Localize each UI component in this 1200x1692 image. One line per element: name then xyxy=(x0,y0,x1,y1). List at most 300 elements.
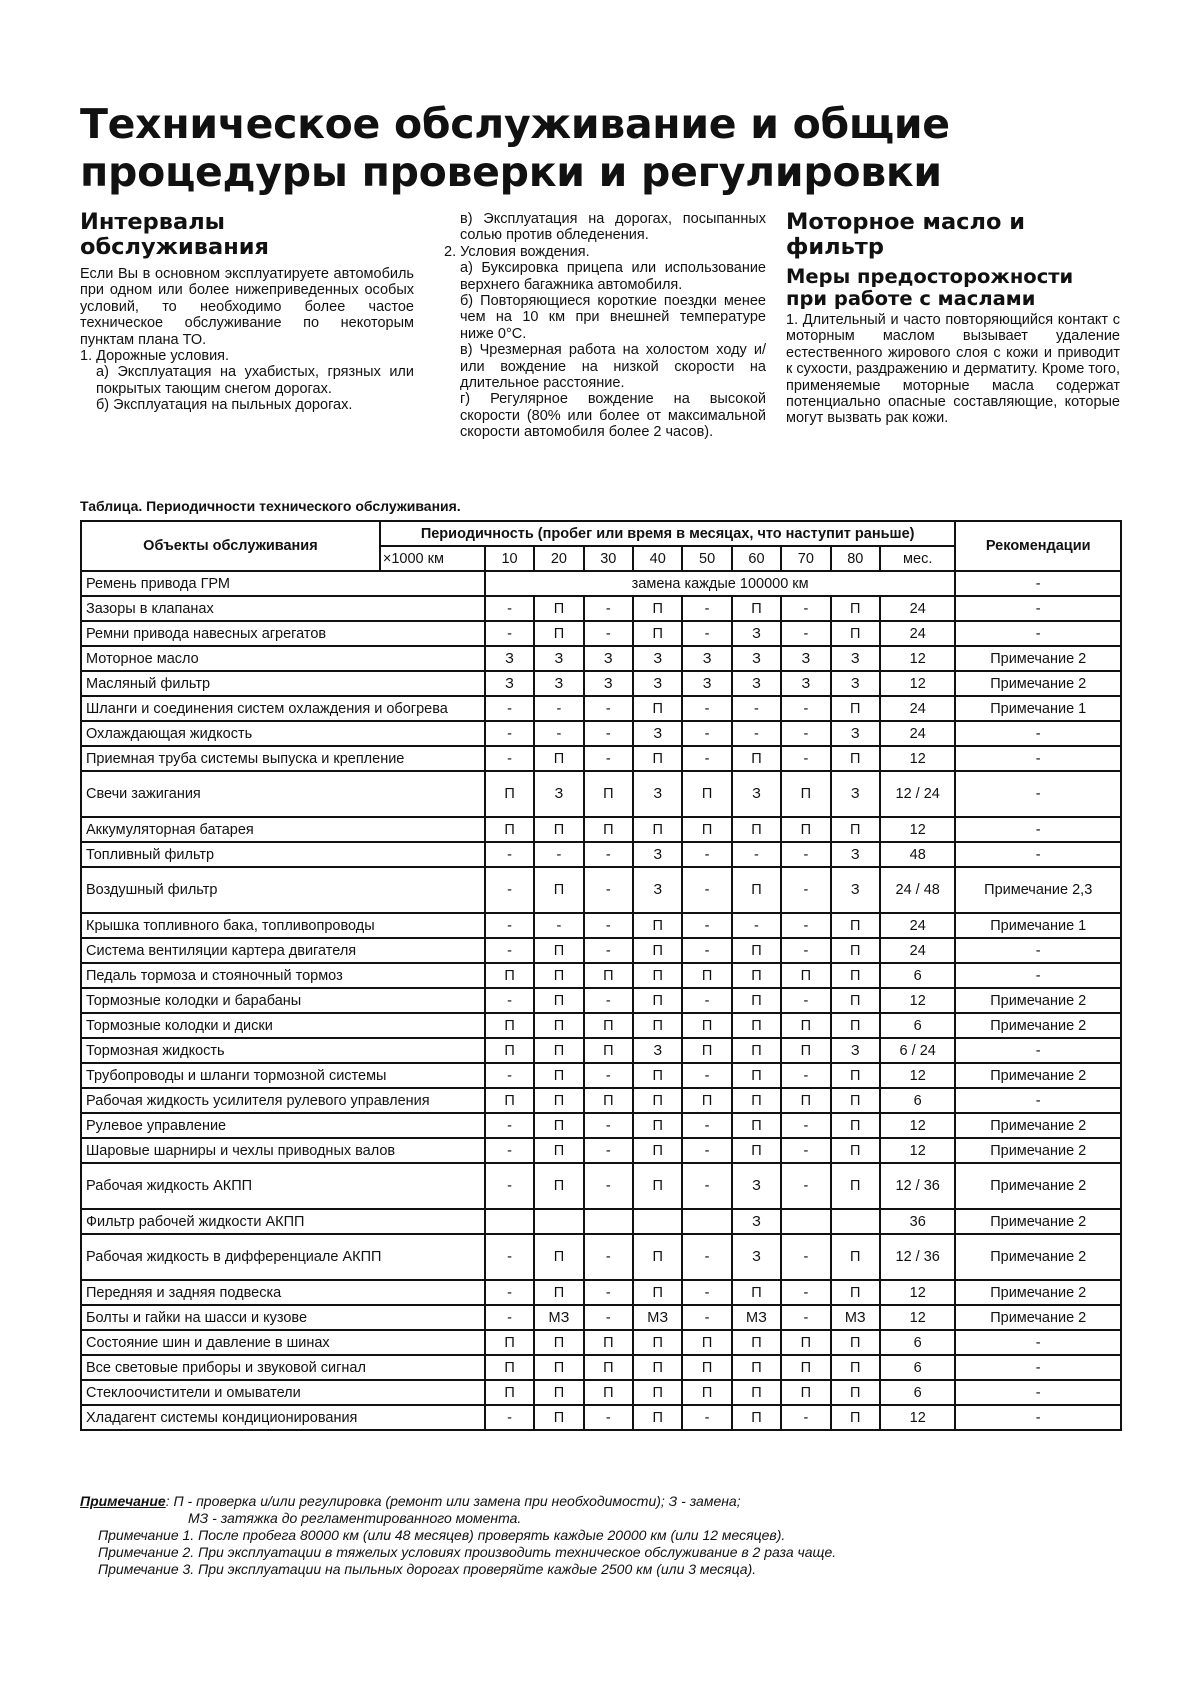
interval-cell: - xyxy=(682,867,731,913)
interval-cell: П xyxy=(485,1038,534,1063)
interval-cell: МЗ xyxy=(732,1305,781,1330)
interval-cell: З xyxy=(831,671,880,696)
interval-cell: П xyxy=(534,1405,583,1430)
interval-cell: П xyxy=(781,963,830,988)
interval-cell xyxy=(682,1209,731,1234)
interval-cell: - xyxy=(781,721,830,746)
interval-cell: П xyxy=(633,1088,682,1113)
months-cell: 6 xyxy=(880,1013,955,1038)
months-cell: 12 xyxy=(880,1063,955,1088)
interval-cell: - xyxy=(584,696,633,721)
months-cell: 6 xyxy=(880,963,955,988)
interval-cell: П xyxy=(831,1088,880,1113)
recommendation-cell: Примечание 2 xyxy=(955,1113,1121,1138)
intervals-intro: Если Вы в основном эксплуатируете автомобиль при одном или более нижеприведенных особых условий, то необходимо более частое техническое обслуживание по некоторым пунктам плана ТО. xyxy=(80,266,414,348)
interval-cell: П xyxy=(831,596,880,621)
interval-cell: П xyxy=(732,1063,781,1088)
interval-cell: П xyxy=(831,1063,880,1088)
recommendation-cell: Примечание 2,3 xyxy=(955,867,1121,913)
table-row xyxy=(81,1163,1121,1209)
recommendation-cell: - xyxy=(955,721,1121,746)
item-name: Рабочая жидкость усилителя рулевого управления xyxy=(81,1088,485,1113)
item-name: Система вентиляции картера двигателя xyxy=(81,938,485,963)
months-cell: 12 xyxy=(880,746,955,771)
table-row xyxy=(81,1305,1121,1330)
interval-cell: - xyxy=(682,988,731,1013)
interval-cell: - xyxy=(485,913,534,938)
interval-cell: - xyxy=(534,696,583,721)
months-cell: 12 xyxy=(880,988,955,1013)
interval-cell: - xyxy=(781,842,830,867)
interval-cell: П xyxy=(831,988,880,1013)
interval-cell: П xyxy=(781,817,830,842)
interval-cell: П xyxy=(831,746,880,771)
interval-cell: П xyxy=(534,1355,583,1380)
table-row xyxy=(81,1209,1121,1234)
recommendation-cell: - xyxy=(955,1405,1121,1430)
interval-cell: П xyxy=(682,1088,731,1113)
interval-cell: П xyxy=(831,963,880,988)
interval-cell: З xyxy=(831,842,880,867)
item-name: Аккумуляторная батарея xyxy=(81,817,485,842)
interval-cell: П xyxy=(732,1330,781,1355)
item-name: Стеклоочистители и омыватели xyxy=(81,1380,485,1405)
interval-cell: П xyxy=(732,988,781,1013)
interval-cell: - xyxy=(781,1113,830,1138)
interval-cell: П xyxy=(633,817,682,842)
interval-cell: З xyxy=(732,1234,781,1280)
interval-cell: - xyxy=(682,842,731,867)
interval-cell xyxy=(831,1209,880,1234)
interval-cell: З xyxy=(633,721,682,746)
recommendation-cell: Примечание 2 xyxy=(955,1063,1121,1088)
interval-cell: З xyxy=(584,646,633,671)
interval-cell: П xyxy=(633,1380,682,1405)
interval-cell: - xyxy=(534,842,583,867)
interval-cell: П xyxy=(584,771,633,817)
item-name: Все световые приборы и звуковой сигнал xyxy=(81,1355,485,1380)
interval-cell: П xyxy=(534,1038,583,1063)
interval-cell: П xyxy=(584,1013,633,1038)
interval-cell: З xyxy=(584,671,633,696)
months-cell: 12 xyxy=(880,1305,955,1330)
notes-legend: : П - проверка и/или регулировка (ремонт или замена при необходимости); З - замена; xyxy=(165,1493,741,1509)
interval-cell: П xyxy=(584,1038,633,1063)
interval-cell xyxy=(633,1209,682,1234)
interval-cell: - xyxy=(584,867,633,913)
interval-cell: З xyxy=(732,671,781,696)
interval-cell: П xyxy=(534,596,583,621)
interval-cell: П xyxy=(485,1013,534,1038)
interval-cell: П xyxy=(732,1113,781,1138)
header-col: 10 xyxy=(485,546,534,571)
interval-cell: П xyxy=(781,1330,830,1355)
interval-cell: П xyxy=(732,746,781,771)
months-cell: 12 xyxy=(880,1280,955,1305)
interval-cell: - xyxy=(584,746,633,771)
note-1: Примечание 1. После пробега 80000 км (или 48 месяцев) проверять каждые 20000 км (или 12 месяцев). xyxy=(98,1527,786,1543)
interval-cell: П xyxy=(781,1013,830,1038)
interval-cell: З xyxy=(633,867,682,913)
table-row xyxy=(81,1355,1121,1380)
interval-cell: П xyxy=(732,1138,781,1163)
interval-cell: П xyxy=(732,817,781,842)
interval-cell: П xyxy=(732,867,781,913)
interval-cell: - xyxy=(485,721,534,746)
column-engine-oil xyxy=(786,210,1120,427)
interval-cell: - xyxy=(534,721,583,746)
interval-cell: П xyxy=(485,1088,534,1113)
interval-cell: З xyxy=(534,646,583,671)
interval-cell: П xyxy=(781,1355,830,1380)
interval-cell: - xyxy=(682,1405,731,1430)
table-row xyxy=(81,771,1121,817)
interval-cell: П xyxy=(633,1113,682,1138)
interval-cell: П xyxy=(682,817,731,842)
header-col: 80 xyxy=(831,546,880,571)
interval-cell: П xyxy=(534,1138,583,1163)
header-col: мес. xyxy=(880,546,955,571)
recommendation-cell: - xyxy=(955,1088,1121,1113)
interval-cell: - xyxy=(584,1405,633,1430)
interval-cell: - xyxy=(485,1234,534,1280)
interval-cell: З xyxy=(831,1038,880,1063)
interval-cell: - xyxy=(781,696,830,721)
interval-cell: З xyxy=(633,771,682,817)
interval-cell: П xyxy=(633,913,682,938)
item-name: Ремни привода навесных агрегатов xyxy=(81,621,485,646)
recommendation-cell: - xyxy=(955,963,1121,988)
interval-cell: П xyxy=(633,746,682,771)
interval-cell: - xyxy=(781,621,830,646)
interval-cell: - xyxy=(584,621,633,646)
interval-span-cell: замена каждые 100000 км xyxy=(485,571,956,596)
interval-cell: П xyxy=(831,621,880,646)
interval-cell: З xyxy=(682,671,731,696)
interval-cell: - xyxy=(682,721,731,746)
list-item: б) Эксплуатация на пыльных дорогах. xyxy=(96,397,353,414)
interval-cell: П xyxy=(781,1380,830,1405)
recommendation-cell: - xyxy=(955,746,1121,771)
interval-cell: П xyxy=(831,1380,880,1405)
item-name: Крышка топливного бака, топливопроводы xyxy=(81,913,485,938)
recommendation-cell: Примечание 1 xyxy=(955,913,1121,938)
item-name: Педаль тормоза и стояночный тормоз xyxy=(81,963,485,988)
interval-cell: МЗ xyxy=(534,1305,583,1330)
table-row xyxy=(81,1038,1121,1063)
note-3: Примечание 3. При эксплуатации на пыльных дорогах проверяйте каждые 2500 км (или 3 месяца). xyxy=(98,1561,757,1577)
interval-cell: - xyxy=(485,1280,534,1305)
table-row xyxy=(81,1063,1121,1088)
interval-cell: З xyxy=(831,721,880,746)
interval-cell: - xyxy=(485,696,534,721)
recommendation-cell: Примечание 2 xyxy=(955,1234,1121,1280)
list-item: г) Регулярное вождение на высокой скорости (80% или более от максимальной скорости автомобиля более 2 часов). xyxy=(460,391,766,441)
table-row xyxy=(81,1234,1121,1280)
interval-cell: П xyxy=(633,1013,682,1038)
interval-cell: П xyxy=(633,938,682,963)
item-name: Рабочая жидкость АКПП xyxy=(81,1163,485,1209)
interval-cell: - xyxy=(682,1113,731,1138)
months-cell: 6 xyxy=(880,1355,955,1380)
interval-cell: - xyxy=(682,1063,731,1088)
interval-cell: П xyxy=(633,1405,682,1430)
interval-cell: З xyxy=(732,771,781,817)
interval-cell: - xyxy=(584,1063,633,1088)
item-name: Тормозная жидкость xyxy=(81,1038,485,1063)
interval-cell: З xyxy=(633,1038,682,1063)
recommendation-cell: Примечание 2 xyxy=(955,671,1121,696)
interval-cell: - xyxy=(485,746,534,771)
interval-cell: - xyxy=(682,1234,731,1280)
table-row xyxy=(81,571,1121,596)
list-item: в) Чрезмерная работа на холостом ходу и/или вождение на низкой скорости на длительное расстояние. xyxy=(460,342,766,392)
notes-block xyxy=(80,1493,1130,1578)
interval-cell: - xyxy=(682,1163,731,1209)
interval-cell: - xyxy=(781,1234,830,1280)
table-row xyxy=(81,1380,1121,1405)
months-cell: 12 xyxy=(880,1138,955,1163)
interval-cell: - xyxy=(485,1305,534,1330)
interval-cell: - xyxy=(781,1305,830,1330)
interval-cell: П xyxy=(584,963,633,988)
interval-cell: П xyxy=(534,621,583,646)
interval-cell: З xyxy=(781,671,830,696)
months-cell: 12 / 36 xyxy=(880,1234,955,1280)
table-row xyxy=(81,913,1121,938)
header-col: 60 xyxy=(732,546,781,571)
list-item: а) Буксировка прицепа или использование верхнего багажника автомобиля. xyxy=(460,260,766,293)
months-cell: 12 xyxy=(880,1113,955,1138)
interval-cell: - xyxy=(682,913,731,938)
item-name: Болты и гайки на шасси и кузове xyxy=(81,1305,485,1330)
interval-cell: З xyxy=(831,646,880,671)
table-row xyxy=(81,721,1121,746)
interval-cell: П xyxy=(732,596,781,621)
page-title: Техническое обслуживание и общие процедуры проверки и регулировки xyxy=(80,100,950,196)
interval-cell: П xyxy=(831,696,880,721)
intervals-heading: Интервалы обслуживания xyxy=(80,209,269,260)
item-name: Зазоры в клапанах xyxy=(81,596,485,621)
item-name: Шаровые шарниры и чехлы приводных валов xyxy=(81,1138,485,1163)
interval-cell: П xyxy=(534,938,583,963)
interval-cell: П xyxy=(831,1138,880,1163)
list-item: 1. Дорожные условия. xyxy=(80,348,230,365)
interval-cell: П xyxy=(534,817,583,842)
interval-cell: З xyxy=(781,646,830,671)
interval-cell: П xyxy=(485,771,534,817)
interval-cell: МЗ xyxy=(831,1305,880,1330)
interval-cell: З xyxy=(485,646,534,671)
interval-cell: З xyxy=(485,671,534,696)
item-name: Ремень привода ГРМ xyxy=(81,571,485,596)
notes-label: Примечание xyxy=(80,1493,166,1509)
months-cell: 12 xyxy=(880,1405,955,1430)
table-row xyxy=(81,988,1121,1013)
recommendation-cell: - xyxy=(955,1355,1121,1380)
list-item: а) Эксплуатация на ухабистых, грязных или покрытых тающим снегом дорогах. xyxy=(96,364,414,397)
recommendation-cell: Примечание 2 xyxy=(955,1138,1121,1163)
header-col: 20 xyxy=(534,546,583,571)
interval-cell: П xyxy=(534,1163,583,1209)
months-cell: 24 / 48 xyxy=(880,867,955,913)
header-recommendations: Рекомендации xyxy=(955,521,1121,571)
recommendation-cell: - xyxy=(955,1038,1121,1063)
interval-cell: П xyxy=(831,1330,880,1355)
interval-cell: П xyxy=(534,867,583,913)
months-cell: 12 xyxy=(880,646,955,671)
interval-cell: - xyxy=(781,596,830,621)
interval-cell: П xyxy=(781,1038,830,1063)
interval-cell: П xyxy=(831,913,880,938)
interval-cell: З xyxy=(534,771,583,817)
interval-cell: П xyxy=(732,1355,781,1380)
interval-cell: - xyxy=(584,1163,633,1209)
interval-cell: - xyxy=(781,938,830,963)
months-cell: 6 / 24 xyxy=(880,1038,955,1063)
months-cell: 24 xyxy=(880,696,955,721)
interval-cell: П xyxy=(831,1013,880,1038)
interval-cell: П xyxy=(732,1088,781,1113)
interval-cell: П xyxy=(534,963,583,988)
interval-cell: - xyxy=(781,913,830,938)
months-cell: 24 xyxy=(880,721,955,746)
table-row xyxy=(81,938,1121,963)
recommendation-cell: - xyxy=(955,571,1121,596)
recommendation-cell: Примечание 2 xyxy=(955,1209,1121,1234)
item-name: Хладагент системы кондиционирования xyxy=(81,1405,485,1430)
interval-cell: П xyxy=(633,596,682,621)
interval-cell: П xyxy=(633,1355,682,1380)
header-objects: Объекты обслуживания xyxy=(81,521,380,571)
interval-cell: - xyxy=(534,913,583,938)
interval-cell: П xyxy=(534,1280,583,1305)
interval-cell: З xyxy=(633,671,682,696)
item-name: Топливный фильтр xyxy=(81,842,485,867)
interval-cell: П xyxy=(682,963,731,988)
interval-cell: П xyxy=(633,696,682,721)
interval-cell: - xyxy=(781,1280,830,1305)
months-cell: 12 / 24 xyxy=(880,771,955,817)
item-name: Тормозные колодки и барабаны xyxy=(81,988,485,1013)
table-row xyxy=(81,1138,1121,1163)
interval-cell xyxy=(485,1209,534,1234)
recommendation-cell: - xyxy=(955,817,1121,842)
table-row xyxy=(81,963,1121,988)
interval-cell: П xyxy=(831,1355,880,1380)
interval-cell: - xyxy=(584,721,633,746)
interval-cell: П xyxy=(633,1163,682,1209)
interval-cell: П xyxy=(534,1013,583,1038)
list-item: 2. Условия вождения. xyxy=(444,243,590,260)
interval-cell: П xyxy=(485,1330,534,1355)
table-row xyxy=(81,671,1121,696)
recommendation-cell: Примечание 2 xyxy=(955,1163,1121,1209)
interval-cell: - xyxy=(732,721,781,746)
interval-cell: П xyxy=(732,1038,781,1063)
item-name: Охлаждающая жидкость xyxy=(81,721,485,746)
item-name: Передняя и задняя подвеска xyxy=(81,1280,485,1305)
item-name: Рулевое управление xyxy=(81,1113,485,1138)
item-name: Воздушный фильтр xyxy=(81,867,485,913)
interval-cell: П xyxy=(633,621,682,646)
recommendation-cell: Примечание 2 xyxy=(955,1280,1121,1305)
interval-cell: - xyxy=(682,1280,731,1305)
interval-cell: П xyxy=(732,938,781,963)
interval-cell: П xyxy=(633,1138,682,1163)
item-name: Трубопроводы и шланги тормозной системы xyxy=(81,1063,485,1088)
interval-cell: - xyxy=(485,1163,534,1209)
interval-cell: - xyxy=(682,1305,731,1330)
months-cell: 6 xyxy=(880,1088,955,1113)
table-row xyxy=(81,1013,1121,1038)
list-item: б) Повторяющиеся короткие поездки менее чем на 10 км при внешней температуре ниже 0°С. xyxy=(460,293,766,342)
interval-cell: П xyxy=(831,1163,880,1209)
interval-cell: - xyxy=(584,1280,633,1305)
interval-cell: - xyxy=(781,746,830,771)
interval-cell: П xyxy=(633,988,682,1013)
table-row xyxy=(81,596,1121,621)
interval-cell: П xyxy=(732,1380,781,1405)
interval-cell: З xyxy=(831,867,880,913)
interval-cell: П xyxy=(534,1234,583,1280)
interval-cell: - xyxy=(485,1113,534,1138)
table-body xyxy=(81,571,1121,1430)
table-row xyxy=(81,867,1121,913)
interval-cell: - xyxy=(682,938,731,963)
recommendation-cell: - xyxy=(955,938,1121,963)
interval-cell: П xyxy=(732,1013,781,1038)
interval-cell: - xyxy=(682,696,731,721)
interval-cell: - xyxy=(682,621,731,646)
interval-cell: П xyxy=(534,746,583,771)
interval-cell: - xyxy=(485,867,534,913)
interval-cell xyxy=(781,1209,830,1234)
interval-cell: - xyxy=(781,1063,830,1088)
item-name: Рабочая жидкость в дифференциале АКПП xyxy=(81,1234,485,1280)
interval-cell: - xyxy=(682,746,731,771)
interval-cell: - xyxy=(781,867,830,913)
interval-cell: П xyxy=(534,1113,583,1138)
column-intervals xyxy=(80,210,414,414)
item-name: Приемная труба системы выпуска и крепление xyxy=(81,746,485,771)
months-cell: 24 xyxy=(880,621,955,646)
item-name: Фильтр рабочей жидкости АКПП xyxy=(81,1209,485,1234)
interval-cell: З xyxy=(633,842,682,867)
table-row xyxy=(81,1113,1121,1138)
interval-cell: П xyxy=(831,938,880,963)
interval-cell: П xyxy=(831,1113,880,1138)
months-cell: 48 xyxy=(880,842,955,867)
interval-cell: - xyxy=(781,988,830,1013)
interval-cell: П xyxy=(831,1405,880,1430)
interval-cell: - xyxy=(485,621,534,646)
interval-cell: З xyxy=(831,771,880,817)
interval-cell: П xyxy=(534,1063,583,1088)
interval-cell: П xyxy=(584,1355,633,1380)
header-km: ×1000 км xyxy=(380,546,485,571)
interval-cell: - xyxy=(584,938,633,963)
interval-cell: П xyxy=(633,1330,682,1355)
interval-cell: П xyxy=(633,1063,682,1088)
months-cell: 6 xyxy=(880,1380,955,1405)
interval-cell: - xyxy=(584,913,633,938)
table-row xyxy=(81,696,1121,721)
oil-subheading: Меры предосторожности при работе с маслами xyxy=(786,265,1074,310)
interval-cell: П xyxy=(732,963,781,988)
item-name: Свечи зажигания xyxy=(81,771,485,817)
table-row xyxy=(81,646,1121,671)
